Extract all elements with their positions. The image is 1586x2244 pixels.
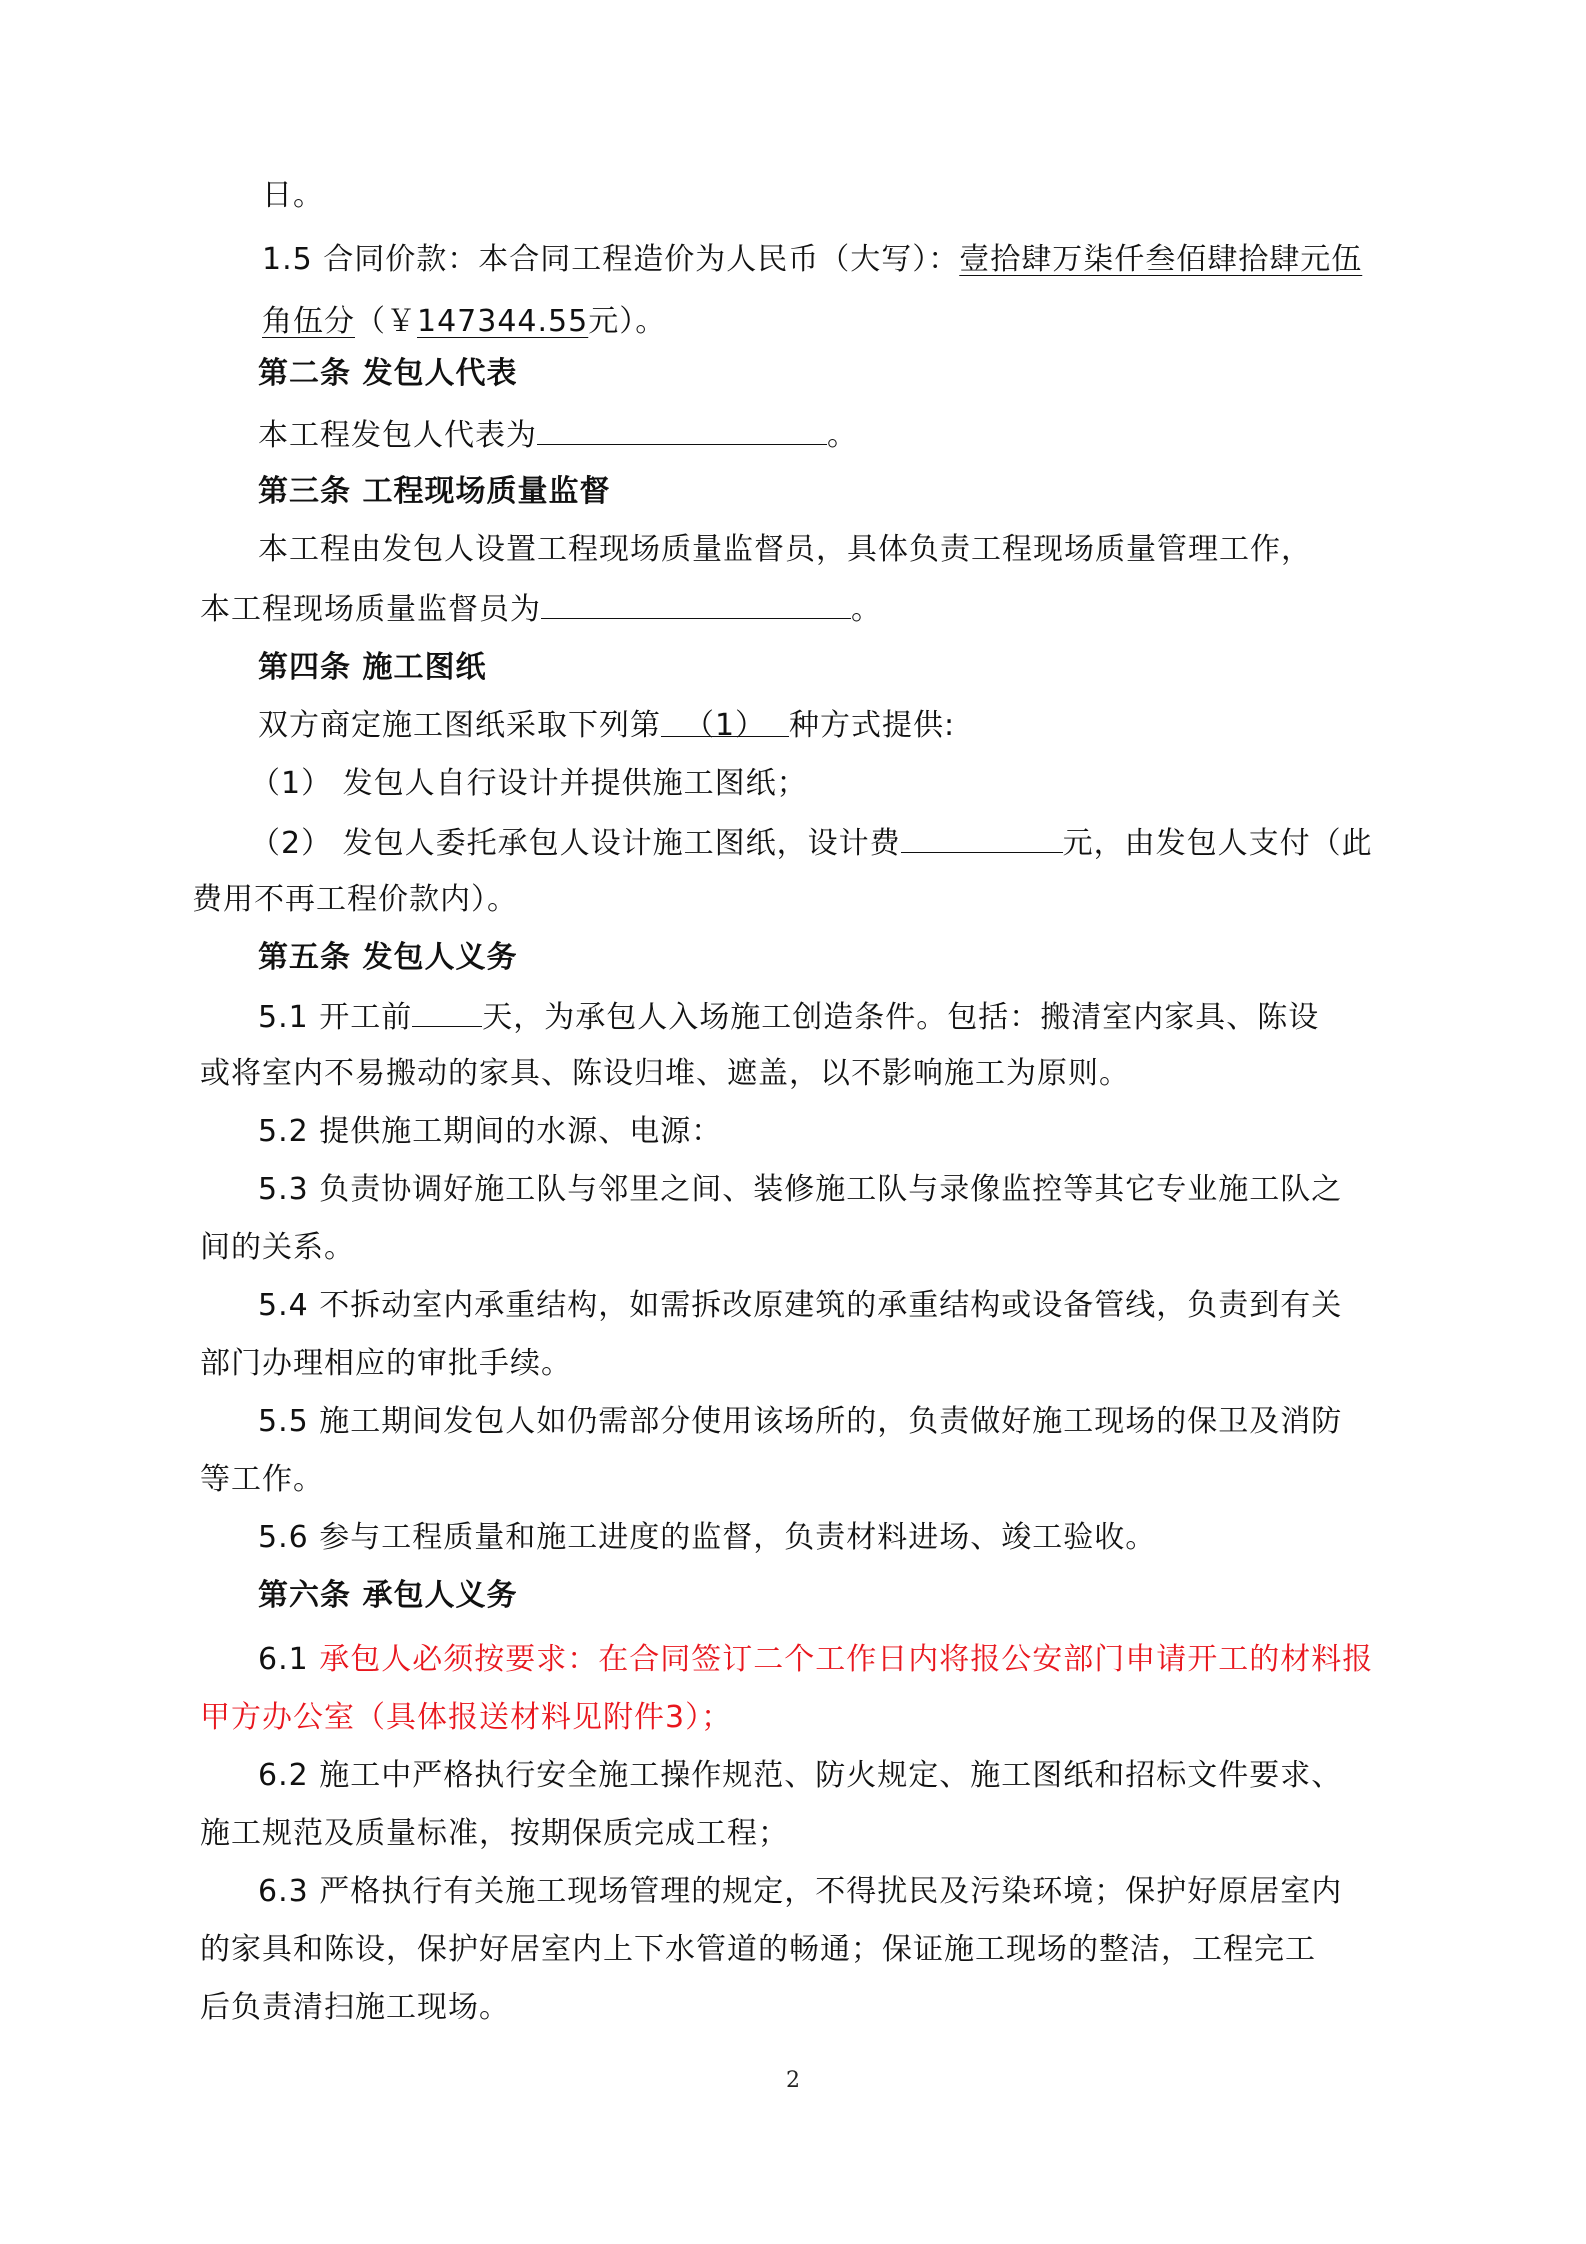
article-5-heading [258, 938, 517, 978]
drawing-method-line [258, 706, 955, 746]
period: 。 [827, 418, 858, 453]
article-4-heading [258, 648, 486, 688]
line-text: 费用不再工程价款内）。 [192, 882, 518, 917]
line-text: （1） 发包人自行设计并提供施工图纸； [250, 766, 808, 801]
line-text: 的家具和陈设，保护好居室内上下水管道的畅通；保证施工现场的整洁，工程完工 [200, 1932, 1316, 1967]
contract-price-words: 壹拾肆万柒仟叁佰肆拾肆元伍 [959, 242, 1363, 277]
clause-label: 5.1 开工前 [258, 1000, 413, 1035]
yen-close: 元）。 [588, 304, 667, 339]
line-text: 或将室内不易搬动的家具、陈设归堆、遮盖，以不影响施工为原则。 [200, 1056, 1130, 1091]
design-fee-line [250, 822, 1373, 864]
clause-6-2 [258, 1756, 1342, 1796]
page-number: 2 [786, 2068, 800, 2093]
highlighted-requirement-cont [200, 1698, 732, 1738]
clause-label: 6.1 [258, 1642, 320, 1677]
drawing-method-label: 双方商定施工图纸采取下列第 [258, 708, 661, 743]
contract-price-line-2 [262, 302, 666, 342]
contract-price-words-cont: 角伍分 [262, 304, 355, 339]
period: 。 [851, 592, 882, 627]
line-text: 甲方办公室（具体报送材料见附件3）； [200, 1700, 733, 1735]
line-text: 5.5 施工期间发包人如仍需部分使用该场所的，负责做好施工现场的保卫及消防 [258, 1404, 1343, 1439]
clause-5-5 [258, 1402, 1342, 1442]
line-text: 本工程由发包人设置工程现场质量监督员，具体负责工程现场质量管理工作， [258, 532, 1312, 567]
line-text: 日。 [262, 178, 324, 213]
employer-rep-line [258, 414, 858, 456]
text-line [200, 1228, 355, 1268]
line-text: 5.4 不拆动室内承重结构，如需拆改原建筑的承重结构或设备管线，负责到有关 [258, 1288, 1343, 1323]
line-text: 5.3 负责协调好施工队与邻里之间、装修施工队与录像监控等其它专业施工队之 [258, 1172, 1343, 1207]
contract-price-number: 147344.55 [417, 304, 589, 339]
line-text: 6.3 严格执行有关施工现场管理的规定，不得扰民及污染环境；保护好原居室内 [258, 1874, 1343, 1909]
design-fee-blank[interactable] [901, 822, 1063, 853]
days-blank[interactable] [412, 996, 482, 1027]
heading-text: 第二条 发包人代表 [258, 356, 518, 391]
line-text: 等工作。 [200, 1462, 324, 1497]
article-6-heading [258, 1576, 517, 1616]
article-2-heading [258, 354, 517, 394]
clause-5-3 [258, 1170, 1342, 1210]
text-line [200, 1460, 324, 1500]
text-line [200, 1814, 789, 1854]
line-text: 施工规范及质量标准，按期保质完成工程； [200, 1816, 789, 1851]
line-text: 6.2 施工中严格执行安全施工操作规范、防火规定、施工图纸和招标文件要求、 [258, 1758, 1343, 1793]
heading-text: 第五条 发包人义务 [258, 940, 518, 975]
heading-text: 第六条 承包人义务 [258, 1578, 518, 1613]
supervisor-blank[interactable] [541, 588, 851, 619]
text-line [200, 1988, 510, 2028]
text-line-ri [262, 176, 324, 216]
clause-6-1 [258, 1640, 1373, 1680]
supervisor-label: 本工程现场质量监督员为 [200, 592, 541, 627]
design-fee-label: （2） 发包人委托承包人设计施工图纸，设计费 [250, 826, 901, 861]
text-line [200, 1054, 1130, 1094]
heading-text: 第三条 工程现场质量监督 [258, 474, 611, 509]
clause-5-4 [258, 1286, 1342, 1326]
line-text: 5.2 提供施工期间的水源、电源： [258, 1114, 723, 1149]
contract-price-label: 1.5 合同价款：本合同工程造价为人民币（大写）： [262, 242, 960, 277]
drawing-method-suffix: 种方式提供: [789, 708, 956, 743]
line-text: 5.6 参与工程质量和施工进度的监督，负责材料进场、竣工验收。 [258, 1520, 1157, 1555]
line-text: 间的关系。 [200, 1230, 355, 1265]
drawing-method-blank[interactable] [661, 706, 789, 743]
line-text: 部门办理相应的审批手续。 [200, 1346, 572, 1381]
line-text: 天，为承包人入场施工创造条件。包括：搬清室内家具、陈设 [482, 1000, 1320, 1035]
yen-open: （￥ [355, 304, 417, 339]
clause-1-5 [262, 240, 1362, 280]
employer-rep-blank[interactable] [537, 414, 827, 445]
article-3-heading [258, 472, 610, 512]
text-line [250, 764, 808, 804]
clause-5-6 [258, 1518, 1156, 1558]
employer-rep-label: 本工程发包人代表为 [258, 418, 537, 453]
supervisor-line [200, 588, 882, 630]
clause-5-2 [258, 1112, 722, 1152]
clause-5-1 [258, 996, 1319, 1038]
text-line [200, 1930, 1316, 1970]
line-text: 后负责清扫施工现场。 [200, 1990, 510, 2025]
text-line [200, 1344, 572, 1384]
highlighted-requirement: 承包人必须按要求：在合同签订二个工作日内将报公安部门申请开工的材料报 [319, 1642, 1374, 1677]
heading-text: 第四条 施工图纸 [258, 650, 487, 685]
design-fee-suffix: 元，由发包人支付（此 [1062, 826, 1373, 861]
clause-6-3 [258, 1872, 1342, 1912]
drawing-method-value: （1） [683, 708, 767, 743]
text-line [258, 530, 1312, 570]
text-line [192, 880, 518, 920]
